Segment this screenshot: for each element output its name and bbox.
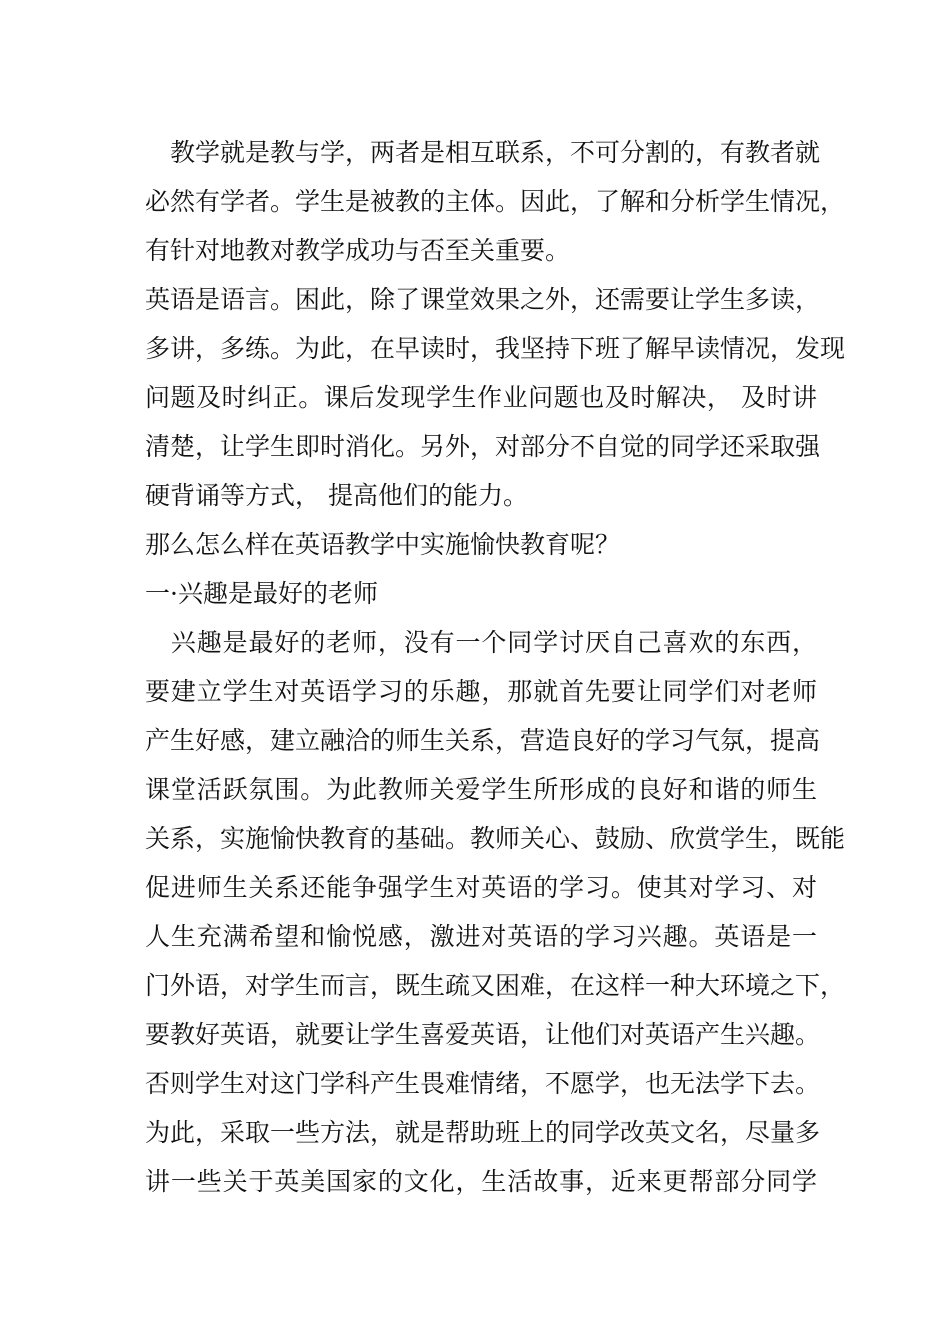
paragraph-5-line-7: 人生充满希望和愉悦感，激进对英语的学习兴趣。英语是一	[145, 922, 817, 951]
paragraph-1-line-2: 必然有学者。学生是被教的主体。因此，了解和分析学生情况，	[145, 187, 846, 216]
paragraph-5-line-2: 要建立学生对英语学习的乐趣，那就首先要让同学们对老师	[145, 677, 817, 706]
document-body	[145, 128, 846, 1206]
paragraph-2-line-1: 英语是语言。困此，除了课堂效果之外，还需要让学生多读，	[145, 285, 821, 314]
paragraph-3-line-1: 那么怎么样在英语教学中实施愉快教育呢？	[145, 530, 621, 559]
paragraph-5-line-6: 促进师生关系还能争强学生对英语的学习。使其对学习、对	[145, 873, 817, 902]
section-heading: 一·兴趣是最好的老师	[145, 579, 378, 608]
paragraph-5-line-1: 兴趣是最好的老师，没有一个同学讨厌自己喜欢的东西，	[145, 628, 817, 657]
paragraph-5-line-11: 为此，采取一些方法，就是帮助班上的同学改英文名，尽量多	[145, 1118, 821, 1147]
paragraph-5-line-12: 讲一些关于英美国家的文化，生活故事，近来更帮部分同学	[145, 1167, 817, 1196]
paragraph-1-line-1: 教学就是教与学，两者是相互联系，不可分割的，有教者就	[145, 138, 821, 167]
paragraph-5-line-4: 课堂活跃氛围。为此教师关爱学生所形成的良好和谐的师生	[145, 775, 817, 804]
paragraph-2-line-3: 问题及时纠正。课后发现学生作业问题也及时解决， 及时讲	[145, 383, 817, 412]
paragraph-5-line-5: 关系，实施愉快教育的基础。教师关心、鼓励、欣赏学生，既能	[145, 824, 846, 853]
paragraph-5-line-3: 产生好感，建立融洽的师生关系，营造良好的学习气氛，提高	[145, 726, 821, 755]
paragraph-5-line-10: 否则学生对这门学科产生畏难情绪，不愿学，也无法学下去。	[145, 1069, 821, 1098]
paragraph-2-line-2: 多讲，多练。为此，在早读时，我坚持下班了解早读情况，发现	[145, 334, 846, 363]
paragraph-2-line-4: 清楚，让学生即时消化。另外，对部分不自觉的同学还采取强	[145, 432, 821, 461]
paragraph-5-line-8: 门外语，对学生而言，既生疏又困难，在这样一种大环境之下，	[145, 971, 846, 1000]
paragraph-2-line-5: 硬背诵等方式， 提高他们的能力。	[145, 481, 528, 510]
paragraph-1-line-3: 有针对地教对教学成功与否至关重要。	[145, 236, 571, 265]
paragraph-5-line-9: 要教好英语，就要让学生喜爱英语，让他们对英语产生兴趣。	[145, 1020, 821, 1049]
